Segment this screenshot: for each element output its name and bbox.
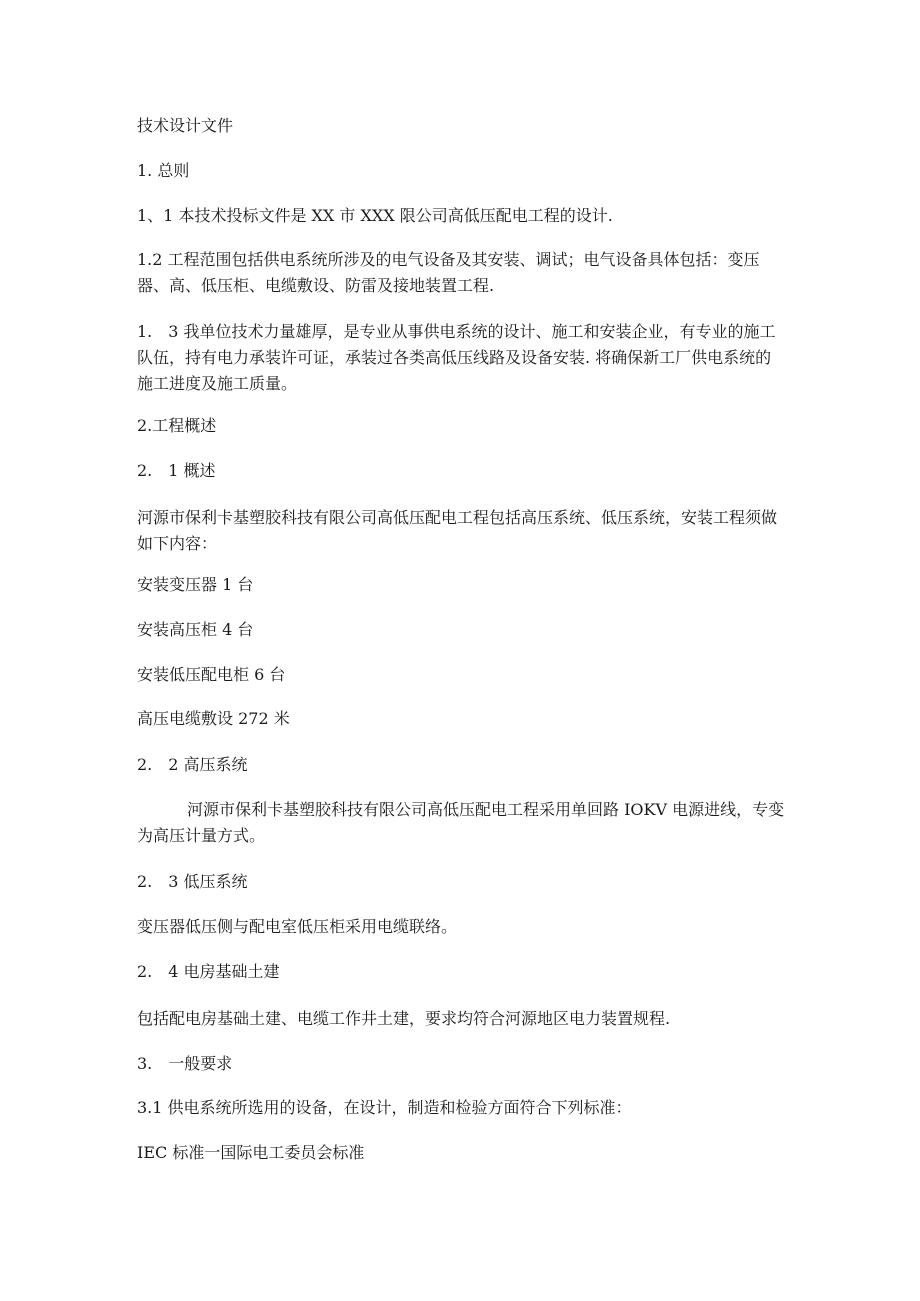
- subsection-heading: 2. 4 电房基础土建: [137, 962, 280, 981]
- subsection-heading: 2. 2 高压系统: [137, 755, 248, 774]
- section-heading: 1. 总则: [137, 161, 190, 180]
- subsection-heading: 2. 1 概述: [137, 461, 216, 480]
- paragraph: 河源市保利卡基塑胶科技有限公司高低压配电工程包括高压系统、低压系统，安装工程须做如下内容：: [137, 508, 778, 553]
- list-item: 安装低压配电柜 6 台: [137, 665, 286, 684]
- list-item: 高压电缆敷设 272 米: [137, 709, 290, 728]
- paragraph: 河源市保利卡基塑胶科技有限公司高低压配电工程采用单回路 IOKV 电源进线，专变为高压计量方式。: [137, 800, 785, 845]
- paragraph: 1、1 本技术投标文件是 XX 市 XXX 限公司高低压配电工程的设计.: [137, 206, 613, 225]
- list-item: 安装变压器 1 台: [137, 575, 254, 594]
- subsection-heading: 2. 3 低压系统: [137, 872, 248, 891]
- section-heading: 2.工程概述: [137, 416, 217, 435]
- paragraph: 1. 3 我单位技术力量雄厚，是专业从事供电系统的设计、施工和安装企业，有专业的施工队伍，持有电力承装许可证，承装过各类高低压线路及设备安装. 将确保新工厂供电系统的施工进度及施工质量。: [137, 322, 776, 393]
- paragraph: 变压器低压侧与配电室低压柜采用电缆联络。: [137, 917, 458, 936]
- document-title: 技术设计文件: [137, 116, 234, 135]
- list-item: 安装高压柜 4 台: [137, 620, 254, 639]
- section-heading: 3. 一般要求: [137, 1054, 233, 1073]
- paragraph: 3.1 供电系统所选用的设备，在设计，制造和检验方面符合下列标准：: [137, 1098, 632, 1117]
- paragraph: 包括配电房基础土建、电缆工作井土建，要求均符合河源地区电力装置规程.: [137, 1009, 671, 1028]
- paragraph: IEC 标准一国际电工委员会标准: [137, 1143, 365, 1162]
- paragraph: 1.2 工程范围包括供电系统所涉及的电气设备及其安装、调试；电气设备具体包括：变压器、高、低压柜、电缆敷设、防雷及接地装置工程.: [137, 250, 760, 295]
